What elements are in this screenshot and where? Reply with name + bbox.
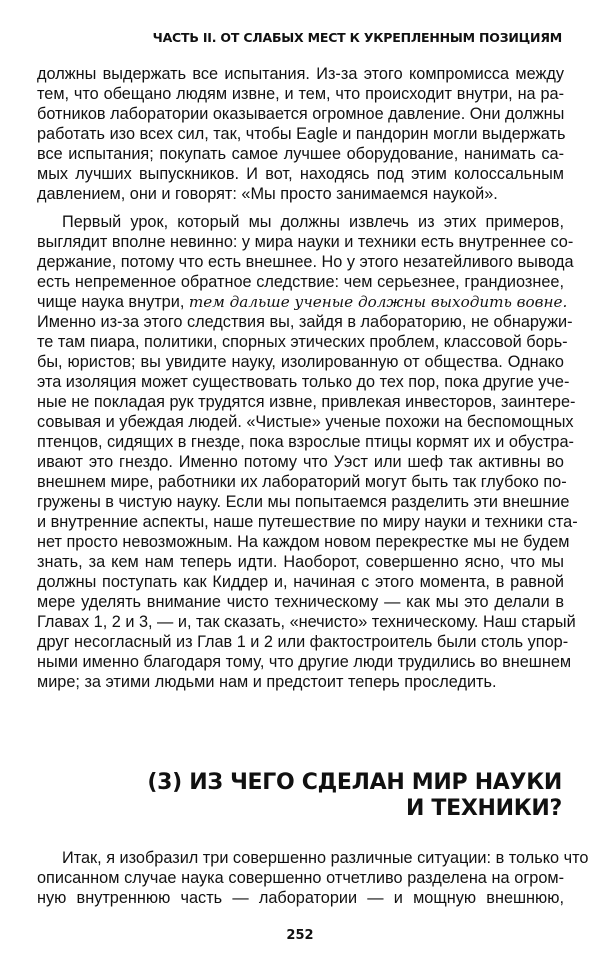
body-line: есть непременное обратное следствие: чем серьезнее, грандиознее, [37, 273, 564, 291]
body-line: знать, за кем нам теперь идти. Наоборот, совершенно ясно, что мы [37, 553, 564, 571]
body-line: работать изо всех сил, так, чтобы Eagle и пандорин могли выдержать [37, 125, 566, 143]
body-line-emphasis [37, 292, 568, 312]
body-line: птенцов, сидящих в гнезде, пока взрослые птицы кормят их и обустра- [37, 433, 574, 451]
body-line: Именно из-за этого следствия вы, зайдя в лабораторию, не обнаружи- [37, 313, 573, 331]
body-line: совывая и убеждая людей. «Чистые» ученые похожи на беспомощных [37, 413, 574, 431]
body-line: гружены в чистую науку. Если мы попытаемся разделить эти внешние [37, 493, 570, 511]
emphasis-text: тем дальше ученые должны выходить вовне. [188, 293, 568, 311]
body-line: и внутренние аспекты, наше путешествие по миру науки и техники ста- [37, 513, 578, 531]
body-line: те там пиара, политики, спорных этических проблем, классовой борь- [37, 333, 568, 351]
page-number: 252 [286, 928, 314, 943]
body-line: ную внутреннюю часть — лаборатории — и мощную внешнюю, [37, 889, 564, 907]
body-line: держание, потому что есть внешнее. Но у этого незатейливого вывода [37, 253, 574, 271]
body-line: должны поступать как Киддер и, начиная с этого момента, в равной [37, 573, 564, 591]
body-line: мире; за этими людьми нам и предстоит теперь проследить. [37, 673, 497, 691]
section-heading-line-2: И ТЕХНИКИ? [405, 796, 562, 821]
body-line: друг несогласный из Глав 1 и 2 или фактостроитель были столь упор- [37, 633, 569, 651]
body-line: давлением, они и говорят: «Мы просто занимаемся наукой». [37, 185, 498, 203]
body-line: бы, юристов; вы увидите науку, изолированную от общества. Однако [37, 353, 564, 371]
body-line: внешнем мире, работники их лабораторий могут быть так глубоко по- [37, 473, 567, 491]
emphasis-lead: чище наука внутри, [37, 293, 185, 311]
body-line: мых лучших выпускников. И вот, находясь под этим колоссальным [37, 165, 564, 183]
body-line: Итак, я изобразил три совершенно различные ситуации: в только что [62, 849, 589, 867]
body-line: ботников лаборатории оказывается огромное давление. Они должны [37, 105, 565, 123]
body-line: Первый урок, который мы должны извлечь из этих примеров, [62, 213, 564, 231]
body-line: ные не покладая рук трудятся извне, привлекая инвесторов, заинтере- [37, 393, 576, 411]
body-line: ивают это гнездо. Именно потому что Уэст или шеф так активны во [37, 453, 564, 471]
body-line: описанном случае наука совершенно отчетливо разделена на огром- [37, 869, 564, 887]
body-line: тем, что обещано людям извне, и тем, что происходит внутри, на ра- [37, 85, 564, 103]
body-line: Главах 1, 2 и 3, — и, так сказать, «нечисто» техническому. Наш старый [37, 613, 576, 631]
body-line: выглядит вполне невинно: у мира науки и техники есть внутреннее со- [37, 233, 574, 251]
section-heading-line-1: (3) ИЗ ЧЕГО СДЕЛАН МИР НАУКИ [147, 770, 562, 795]
body-line: ными именно благодаря тому, что другие люди трудились во внешнем [37, 653, 572, 671]
body-line: должны выдержать все испытания. Из-за этого компромисса между [37, 65, 564, 83]
body-line: нет просто невозможным. На каждом новом перекрестке мы не будем [37, 533, 570, 551]
body-line: эта изоляция может существовать только до тех пор, пока другие уче- [37, 373, 570, 391]
running-head: ЧАСТЬ II. ОТ СЛАБЫХ МЕСТ К УКРЕПЛЕННЫМ ПОЗИЦИЯМ [152, 30, 562, 45]
body-line: мере уделять внимание чисто техническому — как мы это делали в [37, 593, 564, 611]
body-line: все испытания; покупать самое лучшее оборудование, нанимать са- [37, 145, 564, 163]
